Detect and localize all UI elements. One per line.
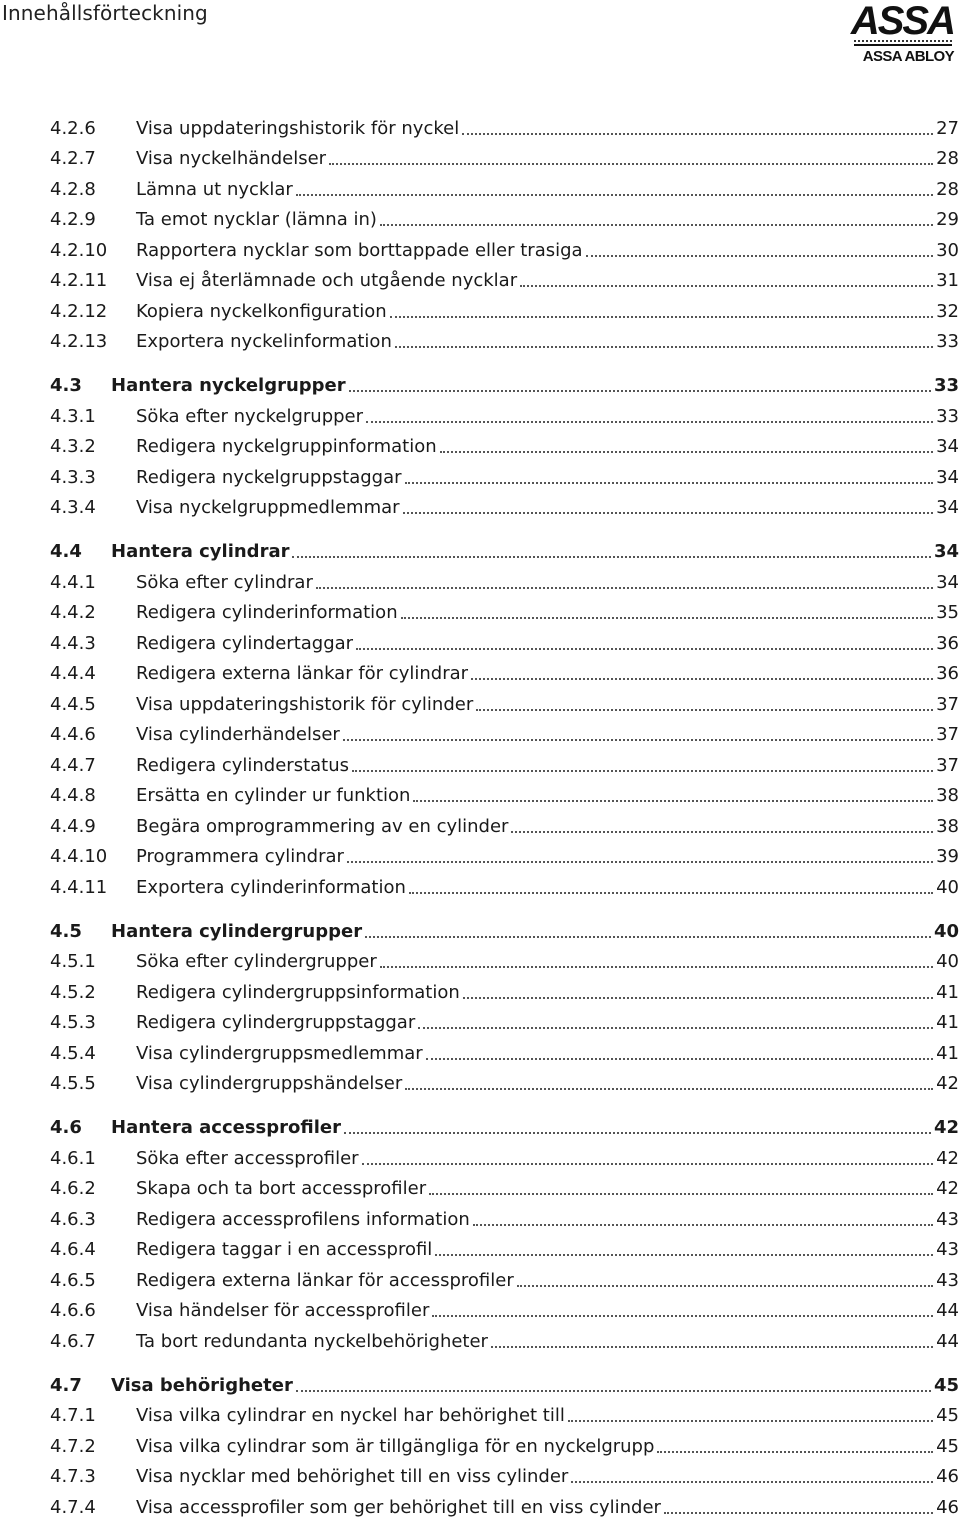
logo-dotted-rule	[854, 40, 952, 42]
toc-entry[interactable]	[50, 116, 959, 142]
toc-dot-leader	[365, 936, 931, 938]
toc-section-entry[interactable]	[50, 1373, 959, 1399]
toc-dot-leader	[473, 1224, 933, 1226]
toc-dot-leader	[471, 678, 933, 680]
toc-dot-leader	[462, 133, 933, 135]
toc-entry-number: 4.4.6	[50, 724, 96, 745]
toc-dot-leader	[395, 346, 933, 348]
toc-entry-number: 4.7.1	[50, 1405, 96, 1426]
toc-entry[interactable]	[50, 722, 959, 748]
toc-entry-number: 4.2.6	[50, 118, 96, 139]
toc-entry-page-number: 42	[933, 1117, 959, 1138]
toc-entry-number: 4.6	[50, 1117, 82, 1138]
toc-entry-page-number: 32	[936, 301, 959, 322]
toc-dot-leader	[432, 1315, 933, 1317]
toc-entry-number: 4.4.8	[50, 785, 96, 806]
toc-entry-page-number: 45	[933, 1375, 959, 1396]
toc-entry-title: Visa cylindergruppsmedlemmar	[136, 1043, 423, 1064]
toc-entry-page-number: 33	[936, 331, 959, 352]
toc-entry[interactable]	[50, 1464, 959, 1490]
toc-entry[interactable]	[50, 1071, 959, 1097]
toc-entry[interactable]	[50, 268, 959, 294]
toc-entry[interactable]	[50, 783, 959, 809]
toc-entry-number: 4.5.3	[50, 1012, 96, 1033]
toc-dot-leader	[296, 1390, 931, 1392]
toc-entry[interactable]	[50, 146, 959, 172]
toc-dot-leader	[329, 163, 933, 165]
toc-entry-page-number: 28	[936, 179, 959, 200]
toc-entry-title: Hantera accessprofiler	[111, 1117, 341, 1138]
toc-dot-leader	[349, 390, 931, 392]
toc-entry-number: 4.4.11	[50, 877, 108, 898]
toc-entry[interactable]	[50, 949, 959, 975]
toc-entry-number: 4.7.4	[50, 1497, 96, 1518]
toc-entry-number: 4.4.5	[50, 694, 96, 715]
toc-entry-page-number: 40	[933, 921, 959, 942]
toc-entry-page-number: 44	[936, 1300, 959, 1321]
toc-entry-number: 4.2.12	[50, 301, 108, 322]
toc-entry-page-number: 34	[936, 436, 959, 457]
toc-entry-number: 4.3.1	[50, 406, 96, 427]
toc-entry-title: Visa behörigheter	[111, 1375, 293, 1396]
toc-dot-leader	[403, 512, 934, 514]
toc-entry-page-number: 43	[936, 1239, 959, 1260]
toc-entry-page-number: 27	[936, 118, 959, 139]
toc-entry[interactable]	[50, 631, 959, 657]
toc-entry-page-number: 37	[936, 694, 959, 715]
toc-entry-title: Visa händelser för accessprofiler	[136, 1300, 430, 1321]
toc-entry-page-number: 40	[936, 877, 959, 898]
toc-entry-page-number: 45	[936, 1436, 959, 1457]
toc-entry-number: 4.2.13	[50, 331, 108, 352]
toc-entry[interactable]	[50, 1176, 959, 1202]
toc-entry[interactable]	[50, 207, 959, 233]
toc-entry-title: Ta emot nycklar (lämna in)	[136, 209, 377, 230]
toc-entry-title: Kopiera nyckelkonfiguration	[136, 301, 387, 322]
toc-section-entry[interactable]	[50, 919, 959, 945]
toc-entry-title: Exportera cylinderinformation	[136, 877, 406, 898]
toc-entry[interactable]	[50, 1041, 959, 1067]
toc-dot-leader	[435, 1254, 933, 1256]
toc-entry-title: Hantera cylindrar	[111, 541, 290, 562]
toc-entry-number: 4.6.5	[50, 1270, 96, 1291]
toc-entry[interactable]	[50, 661, 959, 687]
toc-entry-page-number: 41	[936, 982, 959, 1003]
toc-entry-title: Redigera taggar i en accessprofil	[136, 1239, 433, 1260]
toc-dot-leader	[356, 648, 933, 650]
toc-entry-page-number: 44	[936, 1331, 959, 1352]
toc-dot-leader	[343, 739, 933, 741]
toc-entry-page-number: 31	[936, 270, 959, 291]
toc-dot-leader	[511, 831, 933, 833]
toc-entry-title: Redigera cylinderstatus	[136, 755, 350, 776]
toc-dot-leader	[366, 421, 933, 423]
toc-section-entry[interactable]	[50, 1115, 959, 1141]
toc-entry-title: Redigera nyckelgruppinformation	[136, 436, 437, 457]
toc-entry-title: Ta bort redundanta nyckelbehörigheter	[136, 1331, 488, 1352]
toc-entry-number: 4.5.2	[50, 982, 96, 1003]
toc-entry-number: 4.4.1	[50, 572, 96, 593]
toc-entry-page-number: 42	[936, 1178, 959, 1199]
toc-entry[interactable]	[50, 1298, 959, 1324]
toc-entry-number: 4.6.2	[50, 1178, 96, 1199]
toc-entry-number: 4.6.4	[50, 1239, 96, 1260]
toc-entry-page-number: 34	[936, 572, 959, 593]
toc-entry-page-number: 46	[936, 1466, 959, 1487]
toc-entry-number: 4.5	[50, 921, 82, 942]
toc-entry-page-number: 34	[936, 497, 959, 518]
toc-dot-leader	[347, 861, 933, 863]
toc-dot-leader	[344, 1132, 931, 1134]
toc-entry[interactable]	[50, 329, 959, 355]
toc-entry-title: Hantera cylindergrupper	[111, 921, 363, 942]
toc-dot-leader	[316, 587, 933, 589]
toc-entry-title: Redigera externa länkar för accessprofiler	[136, 1270, 514, 1291]
toc-dot-leader	[362, 1163, 934, 1165]
toc-entry-title: Hantera nyckelgrupper	[111, 375, 346, 396]
toc-entry-title: Visa accessprofiler som ger behörighet till en viss cylinder	[136, 1497, 661, 1518]
toc-entry[interactable]	[50, 570, 959, 596]
toc-dot-leader	[418, 1027, 933, 1029]
toc-entry[interactable]	[50, 495, 959, 521]
toc-entry[interactable]	[50, 434, 959, 460]
toc-entry-title: Visa vilka cylindrar en nyckel har behörighet till	[136, 1405, 565, 1426]
toc-entry[interactable]	[50, 404, 959, 430]
toc-entry-number: 4.2.11	[50, 270, 108, 291]
toc-entry-number: 4.4.4	[50, 663, 96, 684]
toc-entry-number: 4.6.7	[50, 1331, 96, 1352]
toc-dot-leader	[429, 1193, 933, 1195]
toc-entry-title: Redigera cylindergruppsinformation	[136, 982, 460, 1003]
toc-dot-leader	[413, 800, 933, 802]
toc-entry-number: 4.4.2	[50, 602, 96, 623]
toc-dot-leader	[568, 1420, 933, 1422]
toc-entry-page-number: 38	[936, 816, 959, 837]
toc-entry-page-number: 42	[936, 1148, 959, 1169]
toc-entry[interactable]	[50, 1237, 959, 1263]
toc-entry-title: Visa uppdateringshistorik för cylinder	[136, 694, 474, 715]
toc-entry-title: Begära omprogrammering av en cylinder	[136, 816, 509, 837]
toc-entry-number: 4.2.8	[50, 179, 96, 200]
toc-entry-title: Rapportera nycklar som borttappade eller trasiga	[136, 240, 583, 261]
toc-entry-page-number: 41	[936, 1012, 959, 1033]
toc-dot-leader	[292, 556, 930, 558]
toc-entry-page-number: 45	[936, 1405, 959, 1426]
toc-entry-title: Programmera cylindrar	[136, 846, 344, 867]
toc-entry-title: Söka efter cylindergrupper	[136, 951, 377, 972]
toc-entry-title: Visa ej återlämnade och utgående nycklar	[136, 270, 518, 291]
toc-entry-page-number: 46	[936, 1497, 959, 1518]
toc-entry[interactable]	[50, 465, 959, 491]
toc-entry-page-number: 43	[936, 1209, 959, 1230]
toc-entry-title: Redigera accessprofilens information	[136, 1209, 470, 1230]
toc-entry-number: 4.7.3	[50, 1466, 96, 1487]
toc-entry[interactable]	[50, 1495, 959, 1521]
toc-entry[interactable]	[50, 1434, 959, 1460]
toc-entry-title: Exportera nyckelinformation	[136, 331, 392, 352]
toc-entry[interactable]	[50, 844, 959, 870]
toc-dot-leader	[352, 770, 933, 772]
toc-entry[interactable]	[50, 1329, 959, 1355]
toc-entry[interactable]	[50, 875, 959, 901]
toc-entry-page-number: 42	[936, 1073, 959, 1094]
toc-entry-number: 4.4.10	[50, 846, 108, 867]
toc-section-entry[interactable]	[50, 539, 959, 565]
toc-entry-title: Skapa och ta bort accessprofiler	[136, 1178, 427, 1199]
toc-entry-number: 4.5.4	[50, 1043, 96, 1064]
toc-entry-title: Visa vilka cylindrar som är tillgängliga för en nyckelgrupp	[136, 1436, 655, 1457]
toc-dot-leader	[517, 1285, 933, 1287]
toc-dot-leader	[380, 966, 933, 968]
toc-entry-title: Redigera externa länkar för cylindrar	[136, 663, 469, 684]
toc-entry-number: 4.2.10	[50, 240, 108, 261]
toc-entry-title: Söka efter accessprofiler	[136, 1148, 359, 1169]
toc-dot-leader	[390, 316, 933, 318]
toc-entry[interactable]	[50, 1146, 959, 1172]
toc-entry[interactable]	[50, 177, 959, 203]
assa-abloy-logo	[850, 2, 954, 68]
toc-entry-title: Redigera nyckelgruppstaggar	[136, 467, 402, 488]
toc-entry-number: 4.4	[50, 541, 82, 562]
toc-entry-number: 4.3.4	[50, 497, 96, 518]
toc-entry-title: Visa nyckelhändelser	[136, 148, 327, 169]
logo-solid-rule	[854, 44, 952, 46]
toc-dot-leader	[296, 194, 933, 196]
toc-dot-leader	[409, 892, 933, 894]
toc-entry[interactable]	[50, 753, 959, 779]
toc-entry-page-number: 43	[936, 1270, 959, 1291]
toc-entry-number: 4.3	[50, 375, 82, 396]
toc-entry-title: Söka efter nyckelgrupper	[136, 406, 364, 427]
toc-entry-title: Lämna ut nycklar	[136, 179, 293, 200]
logo-subtext: ASSA ABLOY	[862, 48, 954, 65]
toc-entry-page-number: 29	[936, 209, 959, 230]
toc-entry-title: Visa uppdateringshistorik för nyckel	[136, 118, 460, 139]
toc-entry[interactable]	[50, 299, 959, 325]
toc-entry-page-number: 34	[936, 467, 959, 488]
toc-entry[interactable]	[50, 600, 959, 626]
toc-entry-title: Söka efter cylindrar	[136, 572, 313, 593]
toc-entry-number: 4.6.3	[50, 1209, 96, 1230]
toc-entry-number: 4.4.3	[50, 633, 96, 654]
toc-dot-leader	[405, 1088, 933, 1090]
toc-entry-title: Visa nyckelgruppmedlemmar	[136, 497, 400, 518]
toc-section-entry[interactable]	[50, 373, 959, 399]
toc-dot-leader	[657, 1451, 933, 1453]
toc-entry-page-number: 33	[936, 406, 959, 427]
toc-entry-title: Redigera cylindertaggar	[136, 633, 354, 654]
toc-entry-number: 4.5.1	[50, 951, 96, 972]
toc-entry[interactable]	[50, 692, 959, 718]
toc-dot-leader	[440, 451, 933, 453]
toc-entry[interactable]	[50, 1403, 959, 1429]
toc-entry-page-number: 37	[936, 755, 959, 776]
toc-entry-page-number: 39	[936, 846, 959, 867]
toc-entry-page-number: 40	[936, 951, 959, 972]
toc-entry-page-number: 33	[933, 375, 959, 396]
toc-entry-page-number: 38	[936, 785, 959, 806]
toc-entry-page-number: 30	[936, 240, 959, 261]
toc-entry-title: Visa cylinderhändelser	[136, 724, 340, 745]
toc-dot-leader	[463, 997, 933, 999]
toc-entry-page-number: 34	[933, 541, 959, 562]
toc-dot-leader	[520, 285, 933, 287]
page-header-title: Innehållsförteckning	[2, 1, 208, 25]
toc-entry[interactable]	[50, 814, 959, 840]
toc-dot-leader	[426, 1058, 933, 1060]
toc-dot-leader	[664, 1512, 933, 1514]
toc-entry-number: 4.2.7	[50, 148, 96, 169]
toc-entry-number: 4.6.6	[50, 1300, 96, 1321]
toc-entry-number: 4.2.9	[50, 209, 96, 230]
toc-entry-number: 4.5.5	[50, 1073, 96, 1094]
logo-wordmark: ASSA	[850, 0, 954, 43]
toc-entry-page-number: 37	[936, 724, 959, 745]
toc-entry-title: Visa cylindergruppshändelser	[136, 1073, 403, 1094]
toc-entry-page-number: 28	[936, 148, 959, 169]
toc-dot-leader	[401, 617, 933, 619]
toc-dot-leader	[571, 1481, 933, 1483]
toc-entry-page-number: 36	[936, 663, 959, 684]
toc-entry[interactable]	[50, 1268, 959, 1294]
toc-entry-number: 4.6.1	[50, 1148, 96, 1169]
toc-dot-leader	[586, 255, 934, 257]
toc-entry-number: 4.4.9	[50, 816, 96, 837]
toc-entry[interactable]	[50, 1010, 959, 1036]
toc-entry-page-number: 41	[936, 1043, 959, 1064]
toc-entry[interactable]	[50, 238, 959, 264]
toc-dot-leader	[491, 1346, 933, 1348]
toc-entry[interactable]	[50, 980, 959, 1006]
toc-entry-page-number: 35	[936, 602, 959, 623]
toc-dot-leader	[380, 224, 933, 226]
toc-entry[interactable]	[50, 1207, 959, 1233]
toc-entry-number: 4.7.2	[50, 1436, 96, 1457]
toc-entry-title: Redigera cylinderinformation	[136, 602, 398, 623]
toc-entry-title: Redigera cylindergruppstaggar	[136, 1012, 416, 1033]
toc-entry-page-number: 36	[936, 633, 959, 654]
toc-entry-number: 4.4.7	[50, 755, 96, 776]
toc-dot-leader	[476, 709, 933, 711]
toc-dot-leader	[405, 482, 934, 484]
toc-entry-title: Visa nycklar med behörighet till en viss cylinder	[136, 1466, 569, 1487]
toc-entry-number: 4.3.3	[50, 467, 96, 488]
toc-entry-number: 4.3.2	[50, 436, 96, 457]
toc-entry-number: 4.7	[50, 1375, 82, 1396]
toc-entry-title: Ersätta en cylinder ur funktion	[136, 785, 411, 806]
